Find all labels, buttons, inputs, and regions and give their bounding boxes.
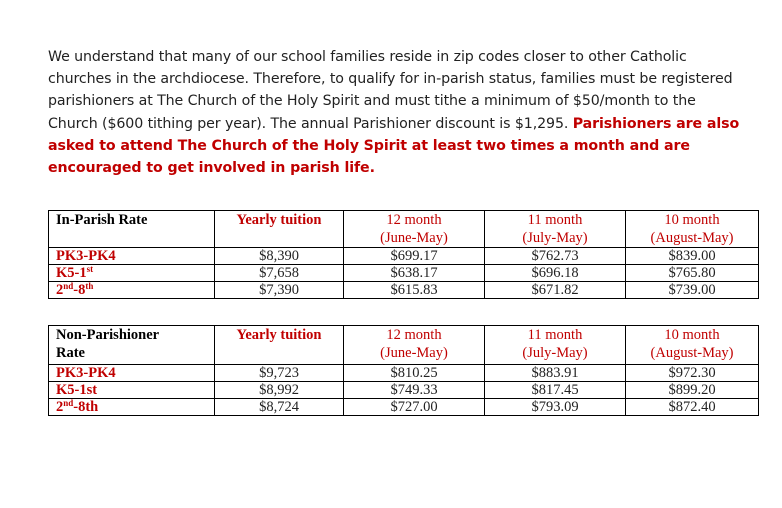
eleven-month-header [485,326,626,365]
twelve-month-header [344,211,485,248]
eleven-month-header [485,211,626,248]
grade-text: 2 [56,282,64,298]
grade-cell [49,399,215,416]
table-row [49,399,759,416]
yearly-tuition-header: Yearly tuition [215,326,344,365]
grade-text: 2 [56,399,64,415]
header-range: (June-May) [380,345,448,361]
header-label: 11 month [527,212,583,228]
twelve-month-cell: $638.17 [344,265,485,282]
in-parish-title: In-Parish Rate [49,211,215,248]
intro-text: We understand that many of our school families reside in zip codes closer to other Catholic churches in the archdiocese. Therefore, to qualify for in-parish status, families must be registered parishioners at The Church of the Holy Spirit and must tithe a minimum of $50/month to the Church ($600 tithing per year). The annual Parishioner discount is $1,295. [48,49,733,132]
grade-suffix: nd [63,398,74,408]
table-row [49,265,759,282]
header-label: 12 month [386,212,442,228]
twelve-month-cell: $749.33 [344,382,485,399]
header-range: (July-May) [522,345,588,361]
ten-month-header [626,211,759,248]
header-label: 11 month [527,327,583,343]
grade-cell: PK3-PK4 [49,365,215,382]
eleven-month-cell: $883.91 [485,365,626,382]
grade-suffix: th [85,281,94,291]
yearly-cell: $7,658 [215,265,344,282]
table-row [49,282,759,299]
header-range: (June-May) [380,230,448,246]
ten-month-cell: $765.80 [626,265,759,282]
intro-paragraph [48,46,748,179]
eleven-month-cell: $696.18 [485,265,626,282]
header-label: 12 month [386,327,442,343]
table-header-row [49,326,759,365]
ten-month-cell: $739.00 [626,282,759,299]
header-range: (August-May) [650,345,734,361]
yearly-tuition-header: Yearly tuition [215,211,344,248]
yearly-cell: $8,390 [215,248,344,265]
grade-cell [49,265,215,282]
eleven-month-cell: $762.73 [485,248,626,265]
table-row [49,365,759,382]
eleven-month-cell: $793.09 [485,399,626,416]
twelve-month-cell: $615.83 [344,282,485,299]
yearly-cell: $8,724 [215,399,344,416]
ten-month-cell: $899.20 [626,382,759,399]
twelve-month-cell: $699.17 [344,248,485,265]
yearly-cell: $9,723 [215,365,344,382]
twelve-month-header [344,326,485,365]
grade-suffix: nd [63,281,74,291]
header-range: (July-May) [522,230,588,246]
yearly-cell: $8,992 [215,382,344,399]
in-parish-rate-table [48,210,759,299]
table-row [49,382,759,399]
grade-cell [49,282,215,299]
title-line: Rate [56,345,85,361]
ten-month-header [626,326,759,365]
table-row [49,248,759,265]
eleven-month-cell: $817.45 [485,382,626,399]
title-line: Non-Parishioner [56,327,160,343]
twelve-month-cell: $727.00 [344,399,485,416]
ten-month-cell: $872.40 [626,399,759,416]
non-parishioner-rate-table [48,325,759,416]
header-label: 10 month [664,327,720,343]
grade-text: -8th [73,399,99,415]
ten-month-cell: $972.30 [626,365,759,382]
table-header-row [49,211,759,248]
header-label: 10 month [664,212,720,228]
grade-suffix: st [86,264,94,274]
grade-cell: K5-1st [49,382,215,399]
grade-cell: PK3-PK4 [49,248,215,265]
header-range: (August-May) [650,230,734,246]
grade-text: K5-1 [56,265,87,281]
intro-highlight: Parishioners are also asked to attend The Church of the Holy Spirit at least two times a month and are encouraged to get involved in parish life. [48,115,740,177]
ten-month-cell: $839.00 [626,248,759,265]
twelve-month-cell: $810.25 [344,365,485,382]
non-parish-title [49,326,215,365]
grade-text: -8 [73,282,86,298]
eleven-month-cell: $671.82 [485,282,626,299]
yearly-cell: $7,390 [215,282,344,299]
